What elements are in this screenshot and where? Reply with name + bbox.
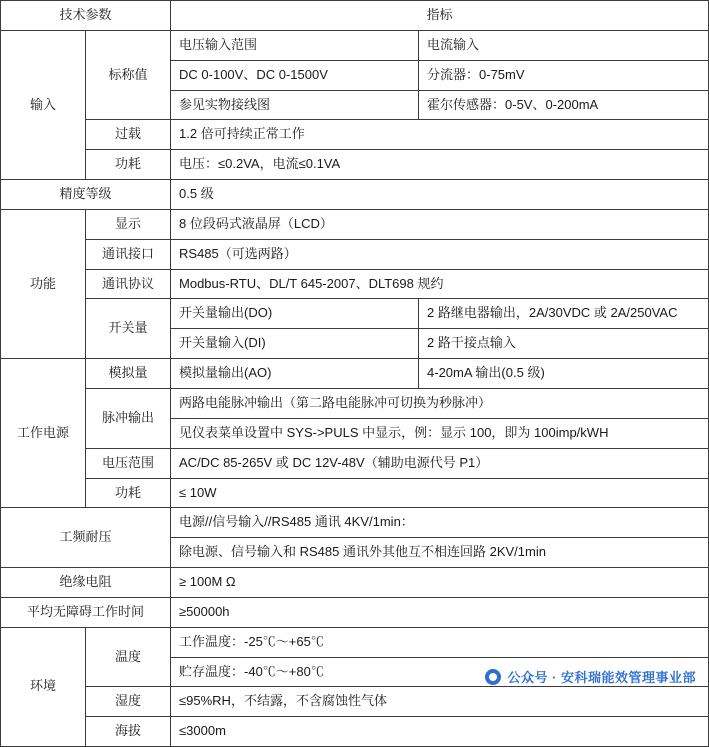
table-row [1,478,709,508]
cell-altitude-value: ≤3000m [171,717,709,747]
row-label-comm-interface: 通讯接口 [86,239,171,269]
cell-withstand-value-1: 电源//信号输入//RS485 通讯 4KV/1min： [171,508,709,538]
row-label-display: 显示 [86,209,171,239]
cell-voltage-input-note: 参见实物接线图 [171,90,419,120]
cell-accuracy-value: 0.5 级 [171,180,709,210]
table-row [1,299,709,329]
table-row [1,120,709,150]
row-label-insulation: 绝缘电阻 [1,568,171,598]
cell-mtbf-value: ≥50000h [171,597,709,627]
row-label-pulse-output: 脉冲输出 [86,388,171,448]
row-label-input: 输入 [1,30,86,179]
cell-display-value: 8 位段码式液晶屏（LCD） [171,209,709,239]
cell-humidity-value: ≤95%RH，不结露，不含腐蚀性气体 [171,687,709,717]
row-label-mtbf: 平均无障碍工作时间 [1,597,171,627]
watermark [485,667,696,686]
row-label-function: 功能 [1,209,86,358]
table-header-row [1,1,709,31]
cell-voltage-input-range: 电压输入范围 [171,30,419,60]
table-row [1,687,709,717]
cell-ao-value: 4-20mA 输出(0.5 级) [419,359,709,389]
cell-withstand-value-2: 除电源、信号输入和 RS485 通讯外其他互不相连回路 2KV/1min [171,538,709,568]
cell-di-label: 开关量输入(DI) [171,329,419,359]
row-label-power-consumption: 功耗 [86,150,171,180]
cell-comm-interface-value: RS485（可选两路） [171,239,709,269]
row-label-accuracy: 精度等级 [1,180,171,210]
cell-comm-protocol-value: Modbus-RTU、DL/T 645-2007、DLT698 规约 [171,269,709,299]
cell-pulse-value-2: 见仪表菜单设置中 SYS->PULS 中显示，例：显示 100，即为 100imp/kWH [171,418,709,448]
table-row [1,508,709,538]
row-label-switch: 开关量 [86,299,171,359]
cell-ao-label: 模拟量输出(AO) [171,359,419,389]
row-label-withstand-voltage: 工频耐压 [1,508,171,568]
row-label-analog: 模拟量 [86,359,171,389]
header-cell-parameter: 技术参数 [1,1,171,31]
cell-di-value: 2 路干接点输入 [419,329,709,359]
row-label-environment: 环境 [1,627,86,746]
cell-current-input: 电流输入 [419,30,709,60]
table-row [1,597,709,627]
table-row [1,269,709,299]
table-row [1,359,709,389]
cell-hall-sensor: 霍尔传感器：0-5V、0-200mA [419,90,709,120]
table-row [1,150,709,180]
cell-supply-power-value: ≤ 10W [171,478,709,508]
row-label-temperature: 温度 [86,627,171,687]
table-row [1,30,709,60]
wechat-logo-icon [485,669,501,685]
table-row [1,180,709,210]
cell-voltage-input-values: DC 0-100V、DC 0-1500V [171,60,419,90]
row-label-nominal: 标称值 [86,30,171,120]
table-row [1,239,709,269]
table-row [1,448,709,478]
table-row [1,388,709,418]
cell-pulse-value-1: 两路电能脉冲输出（第二路电能脉冲可切换为秒脉冲） [171,388,709,418]
table-row [1,717,709,747]
cell-temperature-value-2: 贮存温度：-40℃～+80℃ [171,657,709,687]
row-label-humidity: 湿度 [86,687,171,717]
cell-power-consumption-value: 电压：≤0.2VA，电流≤0.1VA [171,150,709,180]
cell-voltage-range-value: AC/DC 85-265V 或 DC 12V-48V（辅助电源代号 P1） [171,448,709,478]
watermark-text: 公众号 · 安科瑞能效管理事业部 [507,670,696,685]
cell-do-value: 2 路继电器输出，2A/30VDC 或 2A/250VAC [419,299,709,329]
cell-do-label: 开关量输出(DO) [171,299,419,329]
row-label-altitude: 海拔 [86,717,171,747]
cell-temperature-value-1: 工作温度：-25℃～+65℃ [171,627,709,657]
cell-shunt: 分流器：0-75mV [419,60,709,90]
row-label-overload: 过载 [86,120,171,150]
cell-overload-value: 1.2 倍可持续正常工作 [171,120,709,150]
row-label-comm-protocol: 通讯协议 [86,269,171,299]
table-row [1,627,709,657]
header-cell-index: 指标 [171,1,709,31]
row-label-power-supply: 工作电源 [1,359,86,508]
table-row [1,209,709,239]
row-label-supply-power: 功耗 [86,478,171,508]
cell-insulation-value: ≥ 100M Ω [171,568,709,598]
table-row [1,568,709,598]
row-label-voltage-range: 电压范围 [86,448,171,478]
